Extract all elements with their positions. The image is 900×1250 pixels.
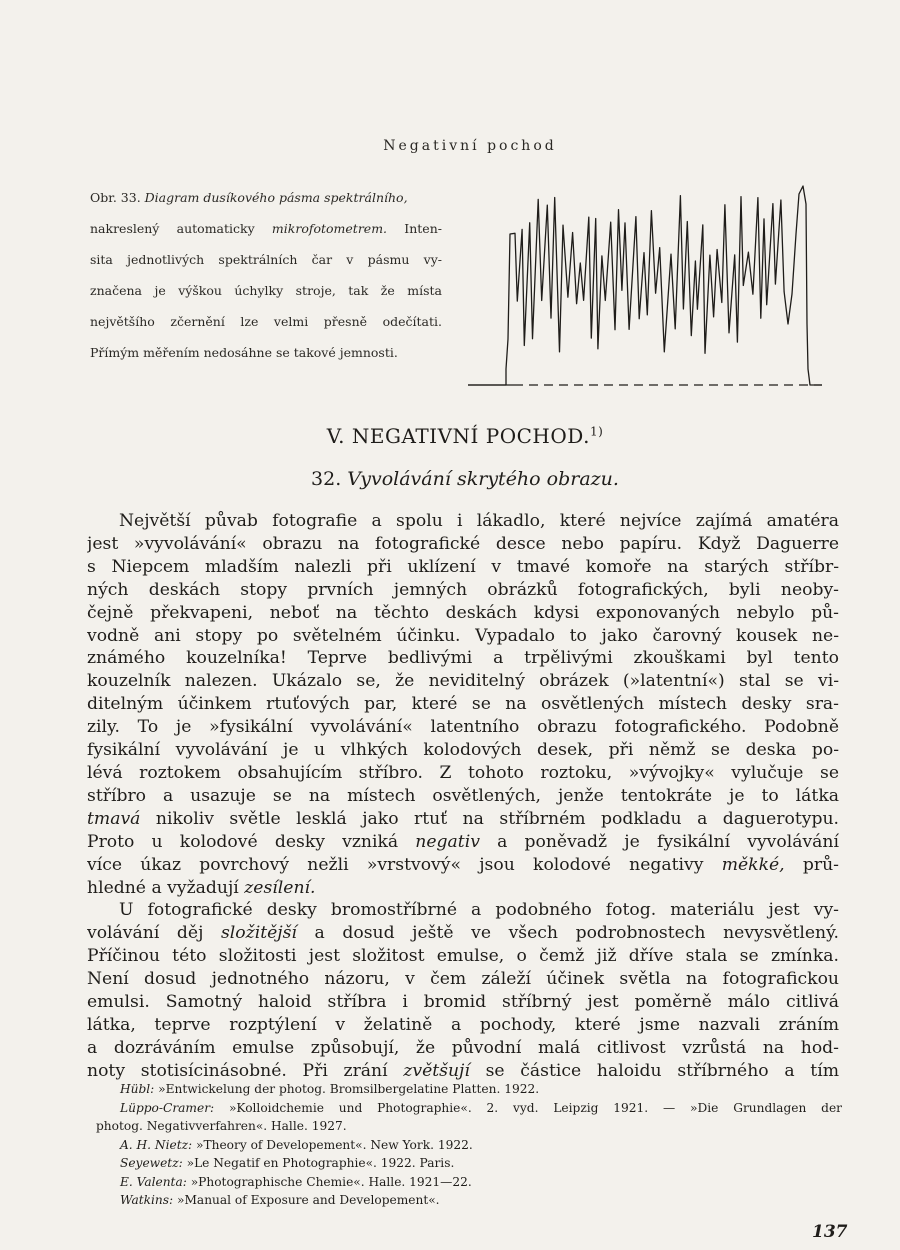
text-run: zily. To je »fysikální vyvolávání« latentního obrazu fotografického. Podobně <box>87 717 839 738</box>
footnote-line <box>96 1080 842 1099</box>
text-line <box>87 899 839 922</box>
text-run: 32. <box>311 468 348 490</box>
text-run: volávání děj <box>87 923 221 944</box>
text-run: a dosud ještě ve všech podrobnostech nevysvětlený. <box>296 923 839 944</box>
footnote-line <box>96 1117 842 1136</box>
text-run: emulsi. Samotný haloid stříbra i bromid stříbrný jest poměrně málo citlivá <box>87 992 839 1013</box>
text-run: »Entwickelung der photog. Bromsilbergelatine Platten. 1922. <box>154 1082 540 1096</box>
text-run: s Niepcem mladším nalezli při uklízení v tmavé komoře na starých stříbr- <box>87 556 839 577</box>
text-line <box>87 877 839 900</box>
caption-line <box>90 275 442 306</box>
text-run: lévá roztokem obsahujícím stříbro. Z tohoto roztoku, »vývojky« vylučuje se <box>87 762 839 783</box>
text-run: jest »vyvolávání« obrazu na fotografické desce nebo papíru. Když Daguerre <box>87 533 839 554</box>
italic-text: Vyvolávání skrytého obrazu. <box>347 468 619 490</box>
caption-line <box>90 182 442 213</box>
caption-line <box>90 244 442 275</box>
text-run: »Le Negatif en Photographie«. 1922. Paris. <box>182 1156 455 1170</box>
intensity-trace <box>468 186 822 385</box>
text-line <box>87 602 839 625</box>
chapter-title <box>0 424 900 448</box>
text-run: největšího zčernění lze velmi přesně odečítati. <box>90 314 442 329</box>
text-line <box>87 808 839 831</box>
text-run: kouzelník nalezen. Ukázalo se, že neviditelný obrázek (»latentní«) stal se vi- <box>87 671 839 692</box>
italic-text: mikrofotometrem. <box>271 221 388 236</box>
text-run: Inten- <box>387 221 442 236</box>
text-run: Příčinou této složitosti jest složitost emulse, o čemž již dříve stala se zmínka. <box>87 946 839 967</box>
italic-text: Seyewetz: <box>120 1156 183 1170</box>
text-line <box>87 762 839 785</box>
italic-text: A. H. Nietz: <box>120 1137 193 1152</box>
text-run: se částice haloidu stříbrného a tím <box>469 1060 839 1081</box>
text-run: ných deskách stopy prvních jemných obrázků fotografických, byli neoby- <box>87 579 839 600</box>
text-line <box>87 831 839 854</box>
chapter-title-text: V. NEGATIVNÍ POCHOD. <box>326 424 590 448</box>
text-run: prů- <box>784 854 839 875</box>
text-run: fysikální vyvolávání je u vlhkých kolodových desek, při němž se deska po- <box>87 740 839 761</box>
text-run: a poněvadž je fysikální vyvolávání <box>479 831 839 852</box>
text-line <box>87 579 839 602</box>
text-line <box>87 1037 839 1060</box>
text-run: více úkaz povrchový nežli »vrstvový« jsou kolodové negativy <box>87 854 722 875</box>
text-line <box>87 647 839 670</box>
text-line <box>87 625 839 648</box>
italic-text: měkké, <box>721 854 785 875</box>
italic-text: Lüppo-Cramer: <box>120 1100 215 1115</box>
italic-text: Hübl: <box>120 1082 155 1096</box>
text-run: nikoliv světle lesklá jako rtuť na stříbrném podkladu a daguerotypu. <box>140 808 839 829</box>
text-run: Obr. 33. <box>90 190 145 205</box>
figure-caption <box>90 182 442 368</box>
text-line <box>87 739 839 762</box>
footnote-line <box>96 1173 842 1192</box>
text-run: »Photographische Chemie«. Halle. 1921—22. <box>186 1174 472 1189</box>
text-run: U fotografické desky bromostříbrné a podobného fotog. materiálu jest vy- <box>119 900 839 921</box>
text-line <box>87 991 839 1014</box>
text-run: a dozráváním emulse způsobují, že původní malá citlivost vzrůstá na hod- <box>87 1037 839 1058</box>
text-line <box>87 556 839 579</box>
text-line <box>87 533 839 556</box>
text-line <box>87 854 839 877</box>
italic-text: tmavá <box>87 808 141 829</box>
italic-text: složitější <box>220 923 297 944</box>
text-run: »Manual of Exposure and Developement«. <box>173 1193 440 1207</box>
caption-line <box>90 306 442 337</box>
footnote-line <box>96 1099 842 1118</box>
footnotes <box>96 1080 842 1210</box>
italic-text: negativ <box>415 831 480 852</box>
footnote-mark: 1) <box>589 424 604 439</box>
text-run: sita jednotlivých spektrálních čar v pásmu vy- <box>90 252 442 267</box>
italic-text: zvětšují <box>403 1060 470 1081</box>
text-run: vodně ani stopy po světelném účinku. Vypadalo to jako čarovný kousek ne- <box>87 625 839 646</box>
text-line <box>87 968 839 991</box>
text-run: látka, teprve rozptýlení v želatině a pochody, které jsme nazvali zráním <box>87 1014 839 1035</box>
text-run: Největší půvab fotografie a spolu i lákadlo, které nejvíce zajímá amatéra <box>119 511 839 531</box>
text-run: hledné a vyžadují <box>87 877 245 898</box>
text-line <box>87 945 839 968</box>
footnote-line <box>96 1191 842 1210</box>
text-run: Není dosud jednotného názoru, v čem záleží účinek světla na fotografickou <box>87 969 839 990</box>
text-run: photog. Negativverfahren«. Halle. 1927. <box>96 1119 347 1133</box>
running-head: Negativní pochod <box>383 138 557 154</box>
text-line <box>87 510 839 533</box>
body-text <box>87 510 839 1083</box>
italic-text: zesílení. <box>244 877 316 898</box>
text-run: Přímým měřením nedosáhne se takové jemnosti. <box>90 345 398 360</box>
text-run: ditelným účinkem rtuťových par, které se na osvětlených místech desky sra- <box>87 694 839 715</box>
text-run: noty stotisícinásobné. Při zrání <box>87 1060 404 1081</box>
text-run: »Kolloidchemie und Photographie«. 2. vyd. Leipzig 1921. — »Die Grundlagen der <box>214 1100 842 1115</box>
text-run: značena je výškou úchylky stroje, tak že místa <box>90 283 442 298</box>
text-line <box>87 693 839 716</box>
text-run: nakreslený automaticky <box>90 221 272 236</box>
text-line <box>87 1014 839 1037</box>
text-run: stříbro a usazuje se na místech osvětlených, jenže tentokráte je to látka <box>87 785 839 806</box>
text-run: známého kouzelníka! Teprve bedlivými a trpělivými zkouškami byl tento <box>87 648 839 669</box>
text-line <box>87 670 839 693</box>
italic-text: Watkins: <box>120 1193 174 1207</box>
footnote-line <box>96 1136 842 1155</box>
footnote-line <box>96 1154 842 1173</box>
italic-text: Diagram dusíkového pásma spektrálního, <box>144 190 408 205</box>
text-line <box>87 922 839 945</box>
caption-line <box>90 213 442 244</box>
text-line <box>87 716 839 739</box>
caption-line <box>90 337 442 368</box>
section-title <box>0 468 900 490</box>
page-number: 137 <box>812 1222 848 1242</box>
text-run: »Theory of Developement«. New York. 1922. <box>192 1137 473 1152</box>
microphotometer-diagram <box>466 174 824 392</box>
italic-text: E. Valenta: <box>120 1174 187 1189</box>
text-run: Proto u kolodové desky vzniká <box>87 831 416 852</box>
text-run: čejně překvapeni, neboť na těchto deskách kdysi exponovaných nebylo pů- <box>87 602 839 623</box>
text-line <box>87 785 839 808</box>
